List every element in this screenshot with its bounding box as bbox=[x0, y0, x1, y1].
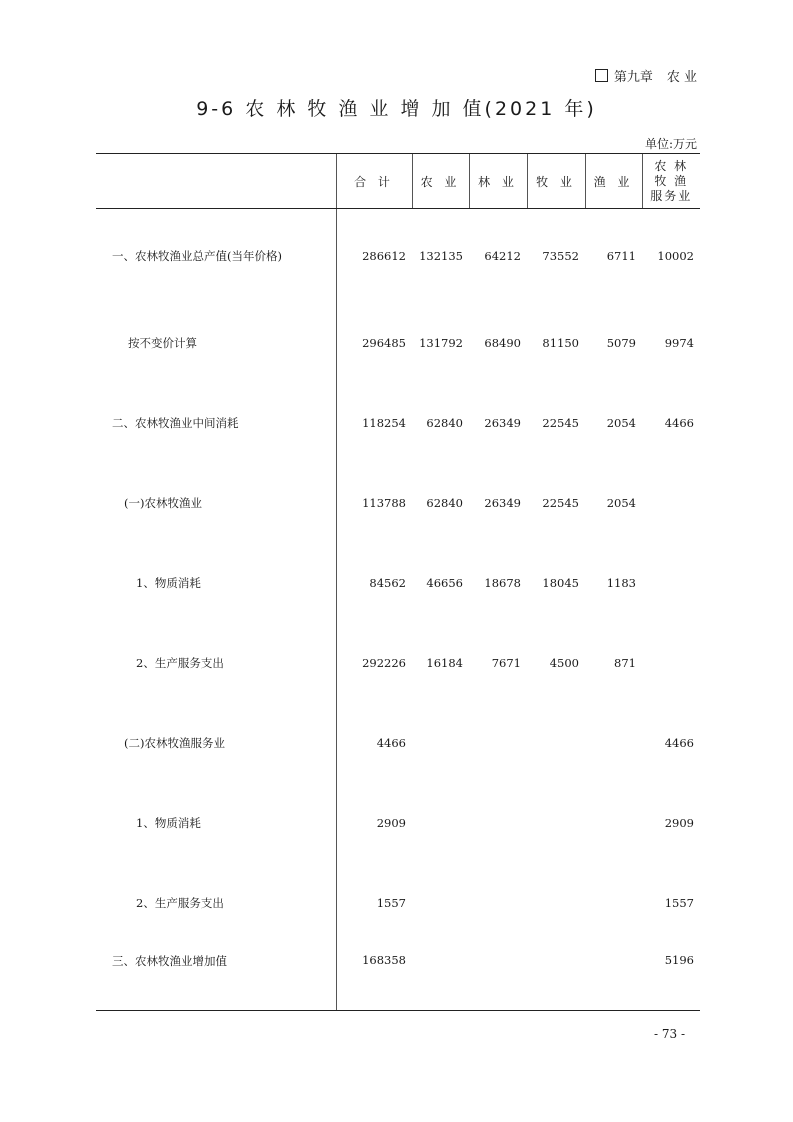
cell-livestock: 4500 bbox=[549, 655, 579, 670]
col-header-forestry: 林 业 bbox=[469, 154, 527, 209]
cell-total: 118254 bbox=[362, 415, 406, 430]
row-label: 二、农林牧渔业中间消耗 bbox=[96, 383, 336, 463]
cell-services: 4466 bbox=[664, 735, 694, 750]
cell-forestry bbox=[469, 783, 527, 863]
cell-fishery bbox=[585, 943, 642, 1011]
cell-fishery: 2054 bbox=[606, 495, 636, 510]
cell-fishery: 6711 bbox=[606, 248, 636, 263]
cell-forestry: 7671 bbox=[491, 655, 521, 670]
cell-services: 4466 bbox=[664, 415, 694, 430]
cell-agriculture: 46656 bbox=[426, 575, 463, 590]
cell-agriculture: 62840 bbox=[426, 495, 463, 510]
table-row bbox=[96, 703, 700, 783]
cell-total: 2909 bbox=[376, 815, 406, 830]
cell-forestry bbox=[469, 943, 527, 1011]
table-row bbox=[96, 943, 700, 1011]
cell-livestock: 18045 bbox=[542, 575, 579, 590]
cell-livestock: 22545 bbox=[542, 415, 579, 430]
cell-services: 9974 bbox=[664, 335, 694, 350]
row-label: 一、农林牧渔业总产值(当年价格) bbox=[96, 209, 336, 303]
cell-livestock bbox=[527, 863, 585, 943]
col-header-services: 农 林 牧 渔 服务业 bbox=[642, 154, 700, 209]
cell-agriculture bbox=[412, 783, 469, 863]
cell-total: 168358 bbox=[336, 943, 412, 1011]
cell-agriculture: 132135 bbox=[419, 248, 463, 263]
cell-livestock: 22545 bbox=[542, 495, 579, 510]
cell-forestry bbox=[469, 703, 527, 783]
cell-forestry: 18678 bbox=[484, 575, 521, 590]
cell-total: 296485 bbox=[362, 335, 406, 350]
row-label: 2、生产服务支出 bbox=[96, 863, 336, 943]
cell-services: 1557 bbox=[664, 895, 694, 910]
cell-total: 84562 bbox=[369, 575, 406, 590]
col-header-livestock: 牧 业 bbox=[527, 154, 585, 209]
row-label: 1、物质消耗 bbox=[96, 783, 336, 863]
cell-forestry: 68490 bbox=[484, 335, 521, 350]
cell-forestry: 64212 bbox=[484, 248, 521, 263]
row-label: 1、物质消耗 bbox=[96, 543, 336, 623]
cell-services bbox=[642, 463, 700, 543]
cell-total: 1557 bbox=[376, 895, 406, 910]
col-header-total: 合 计 bbox=[336, 154, 412, 209]
table-header-row bbox=[96, 154, 700, 209]
cell-agriculture bbox=[412, 863, 469, 943]
cell-fishery: 1183 bbox=[606, 575, 636, 590]
cell-fishery bbox=[585, 703, 642, 783]
cell-total: 113788 bbox=[362, 495, 406, 510]
cell-livestock bbox=[527, 783, 585, 863]
cell-total: 292226 bbox=[362, 655, 406, 670]
data-table bbox=[96, 153, 700, 1011]
row-label: 按不变价计算 bbox=[96, 303, 336, 383]
table-row bbox=[96, 303, 700, 383]
stub-header bbox=[96, 154, 336, 209]
cell-fishery bbox=[585, 783, 642, 863]
cell-forestry: 26349 bbox=[484, 495, 521, 510]
cell-fishery: 2054 bbox=[606, 415, 636, 430]
table-row bbox=[96, 623, 700, 703]
cell-livestock bbox=[527, 943, 585, 1011]
cell-fishery bbox=[585, 863, 642, 943]
table-row bbox=[96, 209, 700, 303]
cell-forestry: 26349 bbox=[484, 415, 521, 430]
table-row bbox=[96, 783, 700, 863]
col-header-agriculture: 农 业 bbox=[412, 154, 469, 209]
cell-forestry bbox=[469, 863, 527, 943]
unit-label: 单位:万元 bbox=[644, 137, 697, 151]
cell-services bbox=[642, 543, 700, 623]
row-label: 三、农林牧渔业增加值 bbox=[96, 943, 336, 1011]
col-header-fishery: 渔 业 bbox=[585, 154, 642, 209]
table-row bbox=[96, 463, 700, 543]
cell-livestock: 81150 bbox=[542, 335, 579, 350]
cell-services: 10002 bbox=[657, 248, 694, 263]
cell-agriculture bbox=[412, 703, 469, 783]
cell-livestock: 73552 bbox=[542, 248, 579, 263]
chapter-header bbox=[595, 66, 697, 85]
cell-fishery: 871 bbox=[614, 655, 636, 670]
chapter-label: 第九章 bbox=[613, 70, 653, 85]
cell-agriculture: 62840 bbox=[426, 415, 463, 430]
row-label: 2、生产服务支出 bbox=[96, 623, 336, 703]
cell-fishery: 5079 bbox=[606, 335, 636, 350]
cell-services: 5196 bbox=[642, 943, 700, 1011]
cell-total: 4466 bbox=[376, 735, 406, 750]
cell-livestock bbox=[527, 703, 585, 783]
cell-services: 2909 bbox=[664, 815, 694, 830]
row-label: (一)农林牧渔业 bbox=[96, 463, 336, 543]
table-row bbox=[96, 863, 700, 943]
section-label: 农 业 bbox=[666, 70, 697, 85]
page-number: - 73 - bbox=[653, 1027, 685, 1041]
table-row bbox=[96, 383, 700, 463]
table-row bbox=[96, 543, 700, 623]
page-title: 9-6 农 林 牧 渔 业 增 加 值(2021 年) bbox=[196, 98, 597, 120]
cell-agriculture: 16184 bbox=[426, 655, 463, 670]
row-label: (二)农林牧渔服务业 bbox=[96, 703, 336, 783]
cell-services bbox=[642, 623, 700, 703]
cell-agriculture bbox=[412, 943, 469, 1011]
cell-agriculture: 131792 bbox=[419, 335, 463, 350]
square-icon bbox=[595, 69, 608, 82]
cell-total: 286612 bbox=[362, 248, 406, 263]
